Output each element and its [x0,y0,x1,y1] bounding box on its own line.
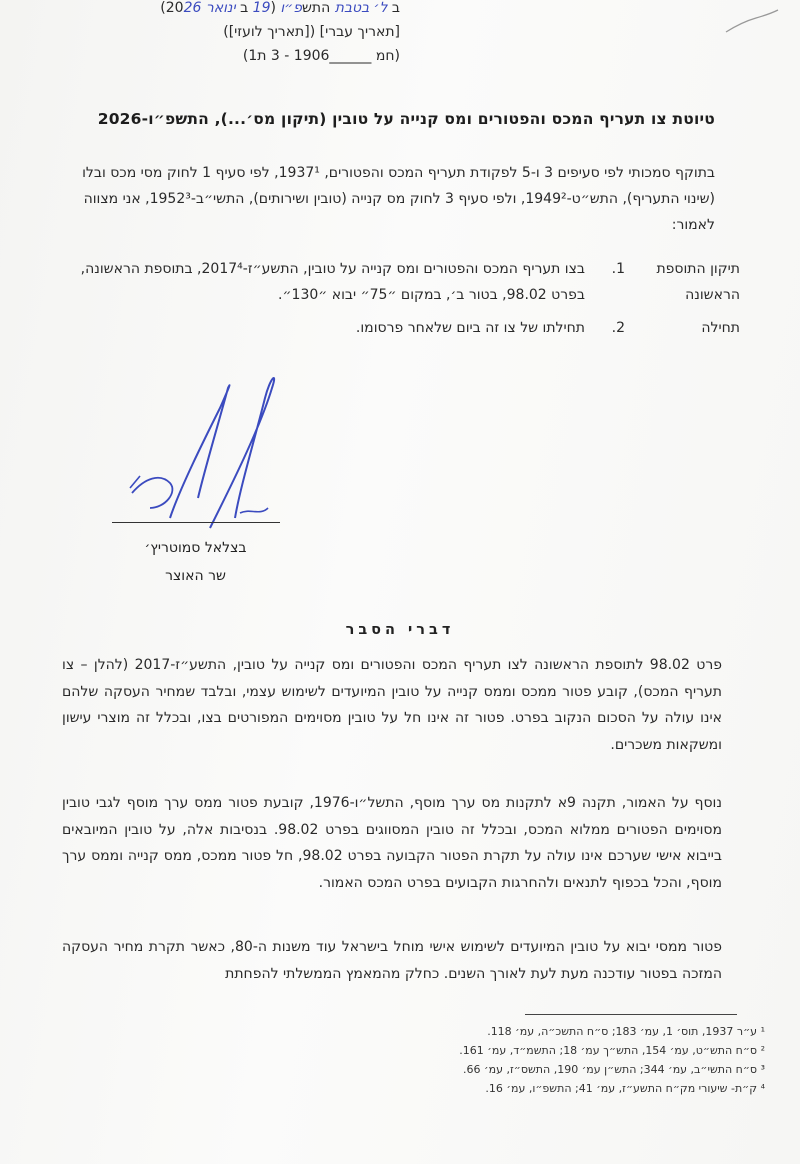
footnote-2: ² ס״ח התש״ט, עמ׳ 154, התש״ך עמ׳ 18; התשמ״ד, עמ׳ 161. [459,1044,765,1057]
footnotes [380,1022,765,1098]
explanation-heading: דברי הסבר [345,622,455,638]
date-caption: [תאריך עברי] ([תאריך לועזי]) [223,24,400,40]
footnote-4: ⁴ ק״ת- שיעורי מק״ח התשע״ז, עמ׳ 41; התשפ״ו, עמ׳ 16. [485,1082,765,1095]
explanation-paragraph-2: נוסף על האמור, תקנה 9א לתקנות מס ערך מוסף, התשל״ו-1976, קובעת פטור ממס ערך מוסף לגבי טובין מסוימים הפטורים ממלוא המכס, ובכלל זה טובין המסווגים בפרט 98.02. בנסיבות אלה, על טובין המיובאים בייבוא אישי שערכם אינו עולה על תקרת הפטור הקבועה בפרט 98.02, חל פטור ממכס, ממס קנייה וממס ערך מוסף, והכל בכפוף לתנאים ולהחרגות הקבועים בפרט המכס האמור. [62,795,723,891]
section-2-heading: תחילה [701,320,740,336]
section-1-number: 1. [611,261,625,277]
month-handwritten: ינואר [205,0,236,16]
year-handwritten: פ״ו [280,0,303,16]
handwritten-signature [110,368,300,533]
explanation-paragraph-3: פטור ממסי יבוא על טובין המיועדים לשימוש אישי מוחל בישראל עוד משנות ה-80, כאשר תקרת מחיר העסקה המזכה בפטור עודכנה מעת לעת לאורך השנים. כחלק מהמאמץ הממשלתי להפחתת [62,939,722,982]
date-close: ) [160,0,166,16]
section-2-text: תחילתו של צו זה ביום שלאחר פרסומו. [355,320,585,336]
minister-name: בצלאל סמוטריץ׳ [144,540,247,556]
day-handwritten: 19 [252,0,271,16]
year-greg-prefix: 20 [165,0,184,16]
minister-title: שר האוצר [165,568,226,584]
footnote-1: ¹ ע״ר 1937, תוס׳ 1, עמ׳ 183; ס״ח התשכ״ה, עמ׳ 118. [487,1025,765,1038]
reference-number: (חמ ______1906 - 3 ת1) [242,48,400,64]
month-prefix: ב [240,0,249,16]
date-hebrew-handwritten: ל׳ בטבת [334,0,388,16]
preamble-text: בתוקף סמכותי לפי סעיפים 3 ו-5 לפקודת תעריף המכס והפטורים, 1937¹, לפי סעיף 1 לחוק מסי מכס ובלו (שינוי התעריף), התש״ט-1949², ולפי סעיף 3 לחוק מס קנייה (טובין ושירותים), התשי״ב-1952³, אני מצווה לאמור: [82,165,715,233]
footnote-separator [525,1014,737,1015]
signature-line [112,522,280,523]
document-title: טיוטת צו תעריף המכס והפטורים ומס קנייה על טובין (תיקון מס׳...), התשפ״ו-2026 [97,110,715,128]
year-greg-handwritten: 26 [183,0,202,16]
year-prefix: התש [302,0,331,16]
explanation-paragraph-1: פרט 98.02 לתוספת הראשונה לצו תעריף המכס והפטורים ומס קנייה על טובין, התשע״ז-2017 (להלן – צו תעריף המכס), קובע פטור ממכס וממס קנייה על טובין המיועדים לשימוש עצמי, ובלבד שמחיר העסקה שלהם אינו עולה על הסכום הנקוב בפרט. פטור זה אינו חל על טובין מסוימים המפורטים בצו, ובכלל זה מוצרי עישון ומשקאות משכרים. [62,657,722,753]
section-1-heading: תיקון התוספת הראשונה [656,261,740,303]
section-2-number: 2. [611,320,625,336]
section-1-text: בצו תעריף המכס והפטורים ומס קנייה על טובין, התשע״ז-2017⁴, בתוספת הראשונה, בפרט 98.02, בטור ב׳, במקום ״75״ יבוא ״130״. [80,261,585,303]
signature-date-line [0,0,400,64]
date-prefix: ב [391,0,400,16]
footnote-3: ³ ס״ח התשי״ב, עמ׳ 344; התש״ן עמ׳ 190, התשס״ז, עמ׳ 66. [463,1063,765,1076]
pen-mark-icon [722,8,782,34]
date-open: ( [270,0,276,16]
